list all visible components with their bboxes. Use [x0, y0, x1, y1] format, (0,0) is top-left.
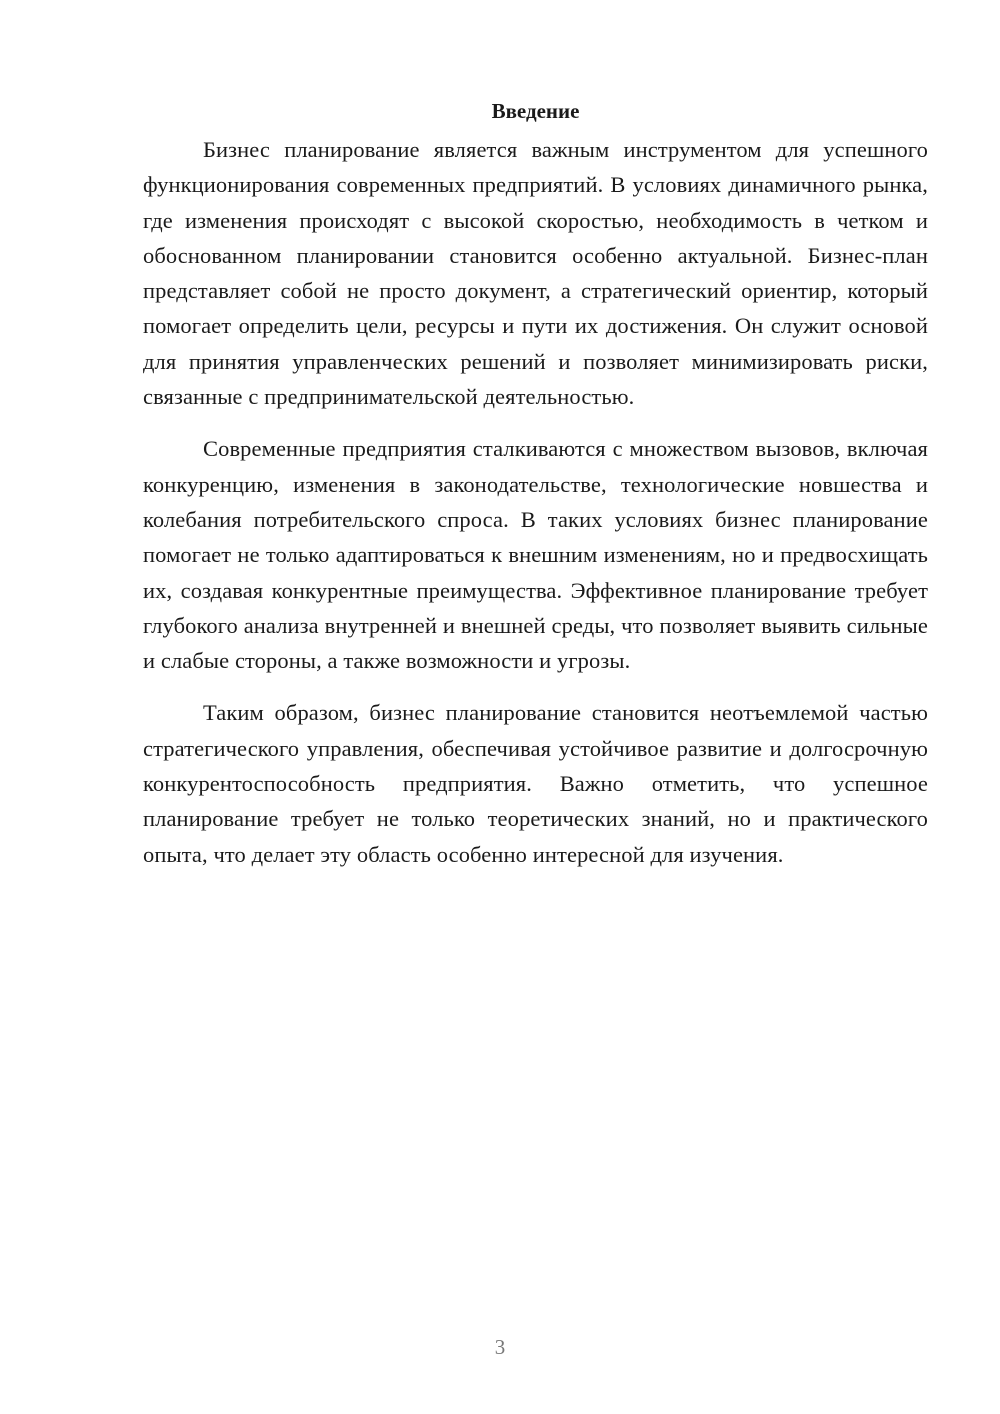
- section-title: Введение: [491, 99, 580, 123]
- paragraph-1: Бизнес планирование является важным инструментом для успешного функционирования современных предприятий. В условиях динамичного рынка, где изменения происходят с высокой скоростью, необходимость в четком и обоснованном планировании становится особенно актуальной. Бизнес-план представляет собой не просто документ, а стратегический ориентир, который помогает определить цели, ресурсы и пути их достижения. Он служит основой для принятия управленческих решений и позволяет минимизировать риски, связанные с предпринимательской деятельностью.: [143, 137, 928, 410]
- page-content: [143, 96, 928, 889]
- paragraph-3: Таким образом, бизнес планирование становится неотъемлемой частью стратегического управления, обеспечивая устойчивое развитие и долгосрочную конкурентоспособность предприятия. Важно отметить, что успешное планирование требует не только теоретических знаний, но и практического опыта, что делает эту область особенно интересной для изучения.: [143, 700, 928, 867]
- page-number: 3: [494, 1335, 506, 1359]
- paragraph-2: Современные предприятия сталкиваются с множеством вызовов, включая конкуренцию, изменения в законодательстве, технологические новшества и колебания потребительского спроса. В таких условиях бизнес планирование помогает не только адаптироваться к внешним изменениям, но и предвосхищать их, создавая конкурентные преимущества. Эффективное планирование требует глубокого анализа внутренней и внешней среды, что позволяет выявить сильные и слабые стороны, а также возможности и угрозы.: [143, 436, 928, 674]
